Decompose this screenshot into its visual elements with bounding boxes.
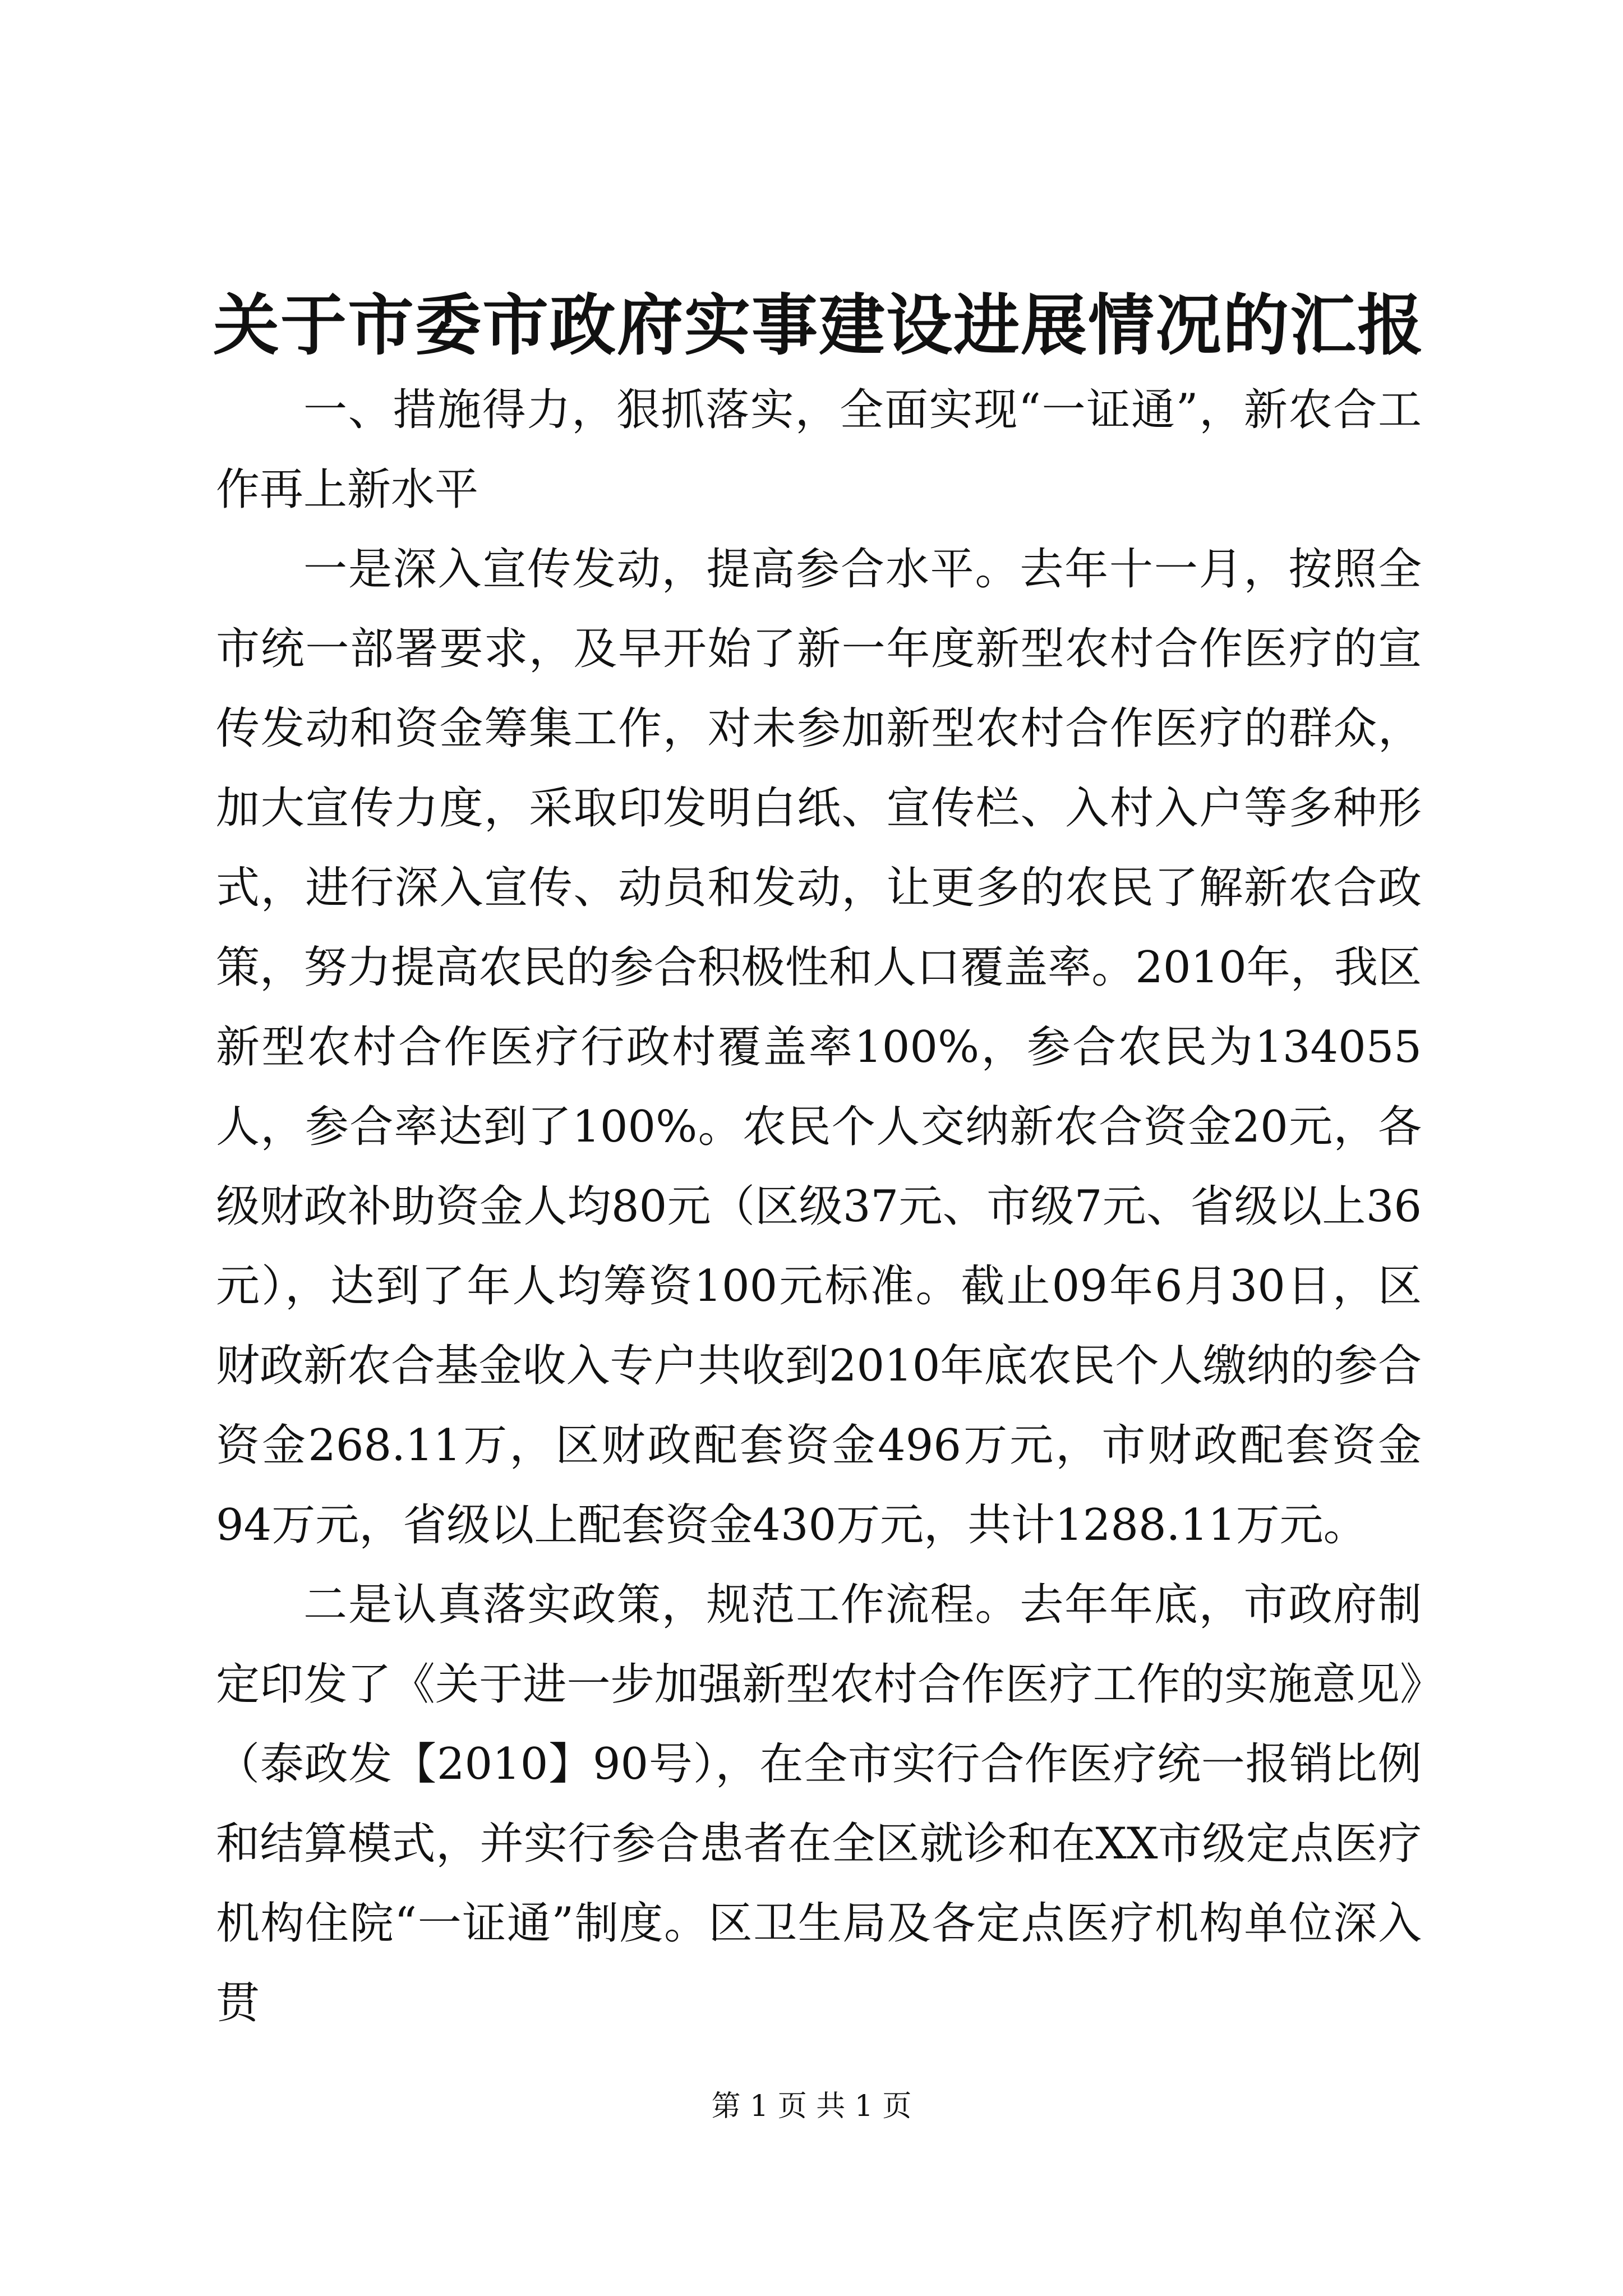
body-paragraph: 二是认真落实政策，规范工作流程。去年年底，市政府制定印发了《关于进一步加强新型农村合作医疗工作的实施意见》（泰政发【2010】90号），在全市实行合作医疗统一报销比例和结算模式，并实行参合患者在全区就诊和在XX市级定点医疗机构住院“一证通”制度。区卫生局及各定点医疗机构单位深入贯 (216, 1580, 1422, 2028)
page-number-footer: 第 1 页 共 1 页 (711, 2090, 912, 2123)
document-body (216, 370, 1422, 2043)
section-heading-paragraph: 一、措施得力，狠抓落实，全面实现“一证通”，新农合工作再上新水平 (216, 385, 1422, 515)
document-title: 关于市委市政府实事建设进展情况的汇报 (213, 286, 1425, 364)
body-paragraph: 一是深入宣传发动，提高参合水平。去年十一月，按照全市统一部署要求，及早开始了新一年度新型农村合作医疗的宣传发动和资金筹集工作，对未参加新型农村合作医疗的群众，加大宣传力度，采取印发明白纸、宣传栏、入村入户等多种形式，进行深入宣传、动员和发动，让更多的农民了解新农合政策，努力提高农民的参合积极性和人口覆盖率。2010年，我区新型农村合作医疗行政村覆盖率100%，参合农民为134055人，参合率达到了100%。农民个人交纳新农合资金20元，各级财政补助资金人均80元（区级37元、市级7元、省级以上36元），达到了年人均筹资100元标准。截止09年6月30日，区财政新农合基金收入专户共收到2010年底农民个人缴纳的参合资金268.11万，区财政配套资金496万元，市财政配套资金94万元，省级以上配套资金430万元，共计1288.11万元。 (216, 544, 1422, 1550)
